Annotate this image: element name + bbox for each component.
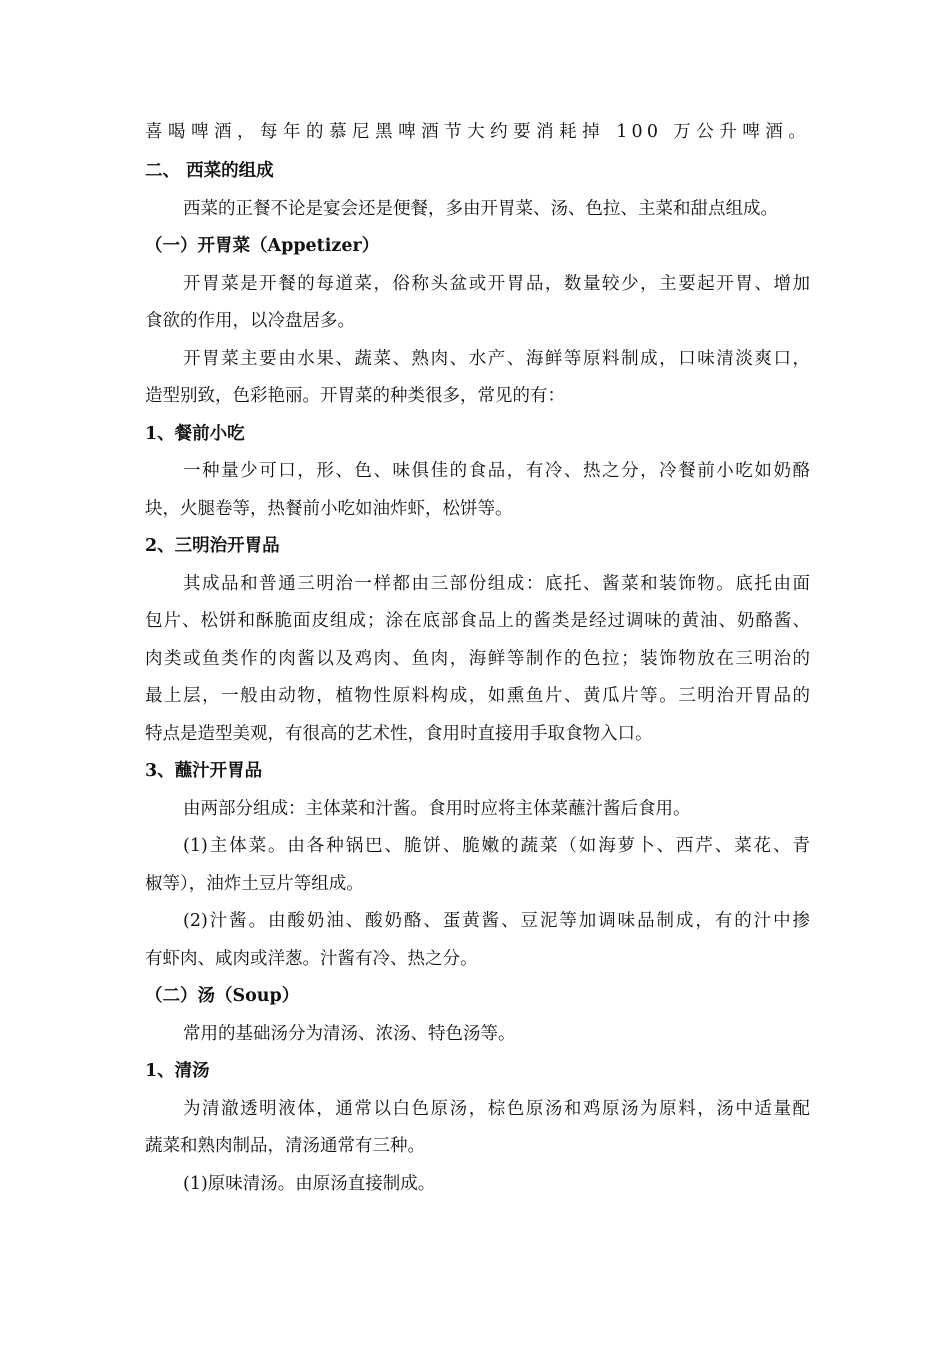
item-heading-snacks: 1、餐前小吃: [145, 424, 245, 444]
paragraph-line: 最上层，一般由动物，植物性原料构成，如熏鱼片、黄瓜片等。三明治开胃品的: [145, 686, 810, 706]
paragraph-line: 造型别致，色彩艳丽。开胃菜的种类很多，常见的有：: [145, 386, 565, 406]
paragraph-line: 食欲的作用，以冷盘居多。: [145, 311, 355, 331]
paragraph-line: 特点是造型美观，有很高的艺术性，食用时直接用手取食物入口。: [145, 724, 653, 744]
paragraph-line: 为清澈透明液体，通常以白色原汤，棕色原汤和鸡原汤为原料，汤中适量配: [183, 1099, 810, 1119]
paragraph-line: 常用的基础汤分为清汤、浓汤、特色汤等。: [183, 1024, 516, 1044]
paragraph-line: 开胃菜是开餐的每道菜，俗称头盆或开胃品，数量较少，主要起开胃、增加: [183, 274, 810, 294]
paragraph-line: 椒等），油炸土豆片等组成。: [145, 874, 364, 894]
paragraph-line: 有虾肉、咸肉或洋葱。汁酱有冷、热之分。: [145, 949, 478, 969]
paragraph-line: 一种量少可口，形、色、味俱佳的食品，有冷、热之分，冷餐前小吃如奶酪: [183, 461, 810, 481]
paragraph-line: 包片、松饼和酥脆面皮组成；涂在底部食品上的酱类是经过调味的黄油、奶酪酱、: [145, 611, 810, 631]
item-heading-sandwich: 2、三明治开胃品: [145, 536, 280, 556]
paragraph-line: (1)主体菜。由各种锅巴、脆饼、脆嫩的蔬菜（如海萝卜、西芹、菜花、青: [183, 836, 810, 856]
paragraph-line: (2)汁酱。由酸奶油、酸奶酪、蛋黄酱、豆泥等加调味品制成，有的汁中掺: [183, 911, 810, 931]
subsection-heading-appetizer: （一）开胃菜（Appetizer）: [145, 236, 380, 256]
paragraph-line: 西菜的正餐不论是宴会还是便餐，多由开胃菜、汤、色拉、主菜和甜点组成。: [183, 199, 778, 219]
paragraph-line: 由两部分组成：主体菜和汁酱。食用时应将主体菜蘸汁酱后食用。: [183, 799, 691, 819]
paragraph-line: 开胃菜主要由水果、蔬菜、熟肉、水产、海鲜等原料制成，口味清淡爽口，: [183, 349, 810, 369]
paragraph-line: 蔬菜和熟肉制品，清汤通常有三种。: [145, 1136, 425, 1156]
paragraph-line: 肉类或鱼类作的肉酱以及鸡肉、鱼肉，海鲜等制作的色拉；装饰物放在三明治的: [145, 649, 810, 669]
paragraph-line: 块，火腿卷等，热餐前小吃如油炸虾，松饼等。: [145, 499, 513, 519]
section-heading-composition: 二、 西菜的组成: [145, 161, 274, 181]
subsection-heading-soup: （二）汤（Soup）: [145, 986, 300, 1006]
item-heading-clear-soup: 1、清汤: [145, 1061, 210, 1081]
item-heading-dip: 3、蘸汁开胃品: [145, 761, 263, 781]
paragraph-line: 其成品和普通三明治一样都由三部份组成：底托、酱菜和装饰物。底托由面: [183, 574, 810, 594]
paragraph-line: (1)原味清汤。由原汤直接制成。: [183, 1174, 436, 1194]
paragraph-line-continuation: 喜喝啤酒，每年的慕尼黑啤酒节大约要消耗掉 100 万公升啤酒。: [145, 122, 810, 142]
